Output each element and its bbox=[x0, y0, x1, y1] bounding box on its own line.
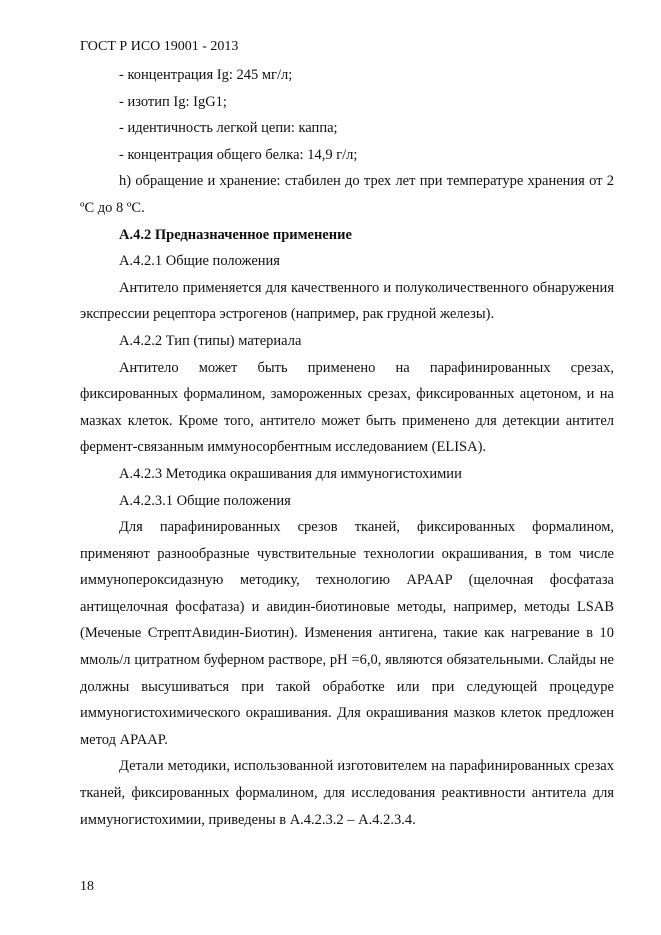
paragraph-material-types: Антитело может быть применено на парафинированных срезах, фиксированных формалином, замороженных срезах, фиксированных ацетоном, и на мазках клеток. Кроме того, антитело может быть применено для детекции антител фермент-связанным иммуносорбентным исследованием (ELISA). bbox=[80, 359, 614, 456]
list-item-protein-concentration: - концентрация общего белка: 14,9 г/л; bbox=[119, 146, 358, 163]
subsection-heading-a-4-2-1: А.4.2.1 Общие положения bbox=[119, 253, 280, 270]
paragraph-storage: h) обращение и хранение: стабилен до трех лет при температуре хранения от 2 ºС до 8 ºС. bbox=[80, 173, 614, 216]
paragraph-intended-use: Антитело применяется для качественного и полуколичественного обнаружения экспрессии рецептора эстрогенов (например, рак грудной железы). bbox=[80, 279, 614, 323]
paragraph-staining-methods: Для парафинированных срезов тканей, фиксированных формалином, применяют разнообразные чувствительные технологии окрашивания, в том числе иммунопероксидазную методику, технологию APAAP (щелочная фосфатаза антищелочная фосфатаза) и авидин-биотиновые методы, например, методы LSAB (Меченые СтрептАвидин-Биотин). Изменения антигена, такие как нагревание в 10 ммоль/л цитратном буферном растворе, pH =6,0, являются обязательными. Слайды не должны высушиваться при такой обработке или при следующей процедуре иммуногистохимического окрашивания. Для окрашивания мазков клеток предложен метод APAAP. bbox=[80, 519, 614, 748]
list-item-ig-isotype: - изотип Ig: IgG1; bbox=[119, 93, 227, 110]
document-header: ГОСТ Р ИСО 19001 - 2013 bbox=[80, 39, 239, 54]
section-heading-a-4-2: А.4.2 Предназначенное применение bbox=[119, 226, 352, 243]
subsection-heading-a-4-2-3-1: А.4.2.3.1 Общие положения bbox=[119, 492, 291, 509]
document-body bbox=[80, 62, 614, 833]
list-item-light-chain: - идентичность легкой цепи: каппа; bbox=[119, 120, 338, 137]
subsection-heading-a-4-2-2: А.4.2.2 Тип (типы) материала bbox=[119, 332, 302, 349]
paragraph-method-details: Детали методики, использованной изготовителем на парафинированных срезах тканей, фиксированных формалином, для исследования реактивности антитела для иммуногистохимии, приведены в А.4.2.3.2 – А.4.2.3.4. bbox=[80, 758, 614, 828]
list-item-ig-concentration: - концентрация Ig: 245 мг/л; bbox=[119, 67, 293, 83]
page-number: 18 bbox=[80, 879, 94, 894]
subsection-heading-a-4-2-3: А.4.2.3 Методика окрашивания для иммуногистохимии bbox=[119, 465, 462, 482]
